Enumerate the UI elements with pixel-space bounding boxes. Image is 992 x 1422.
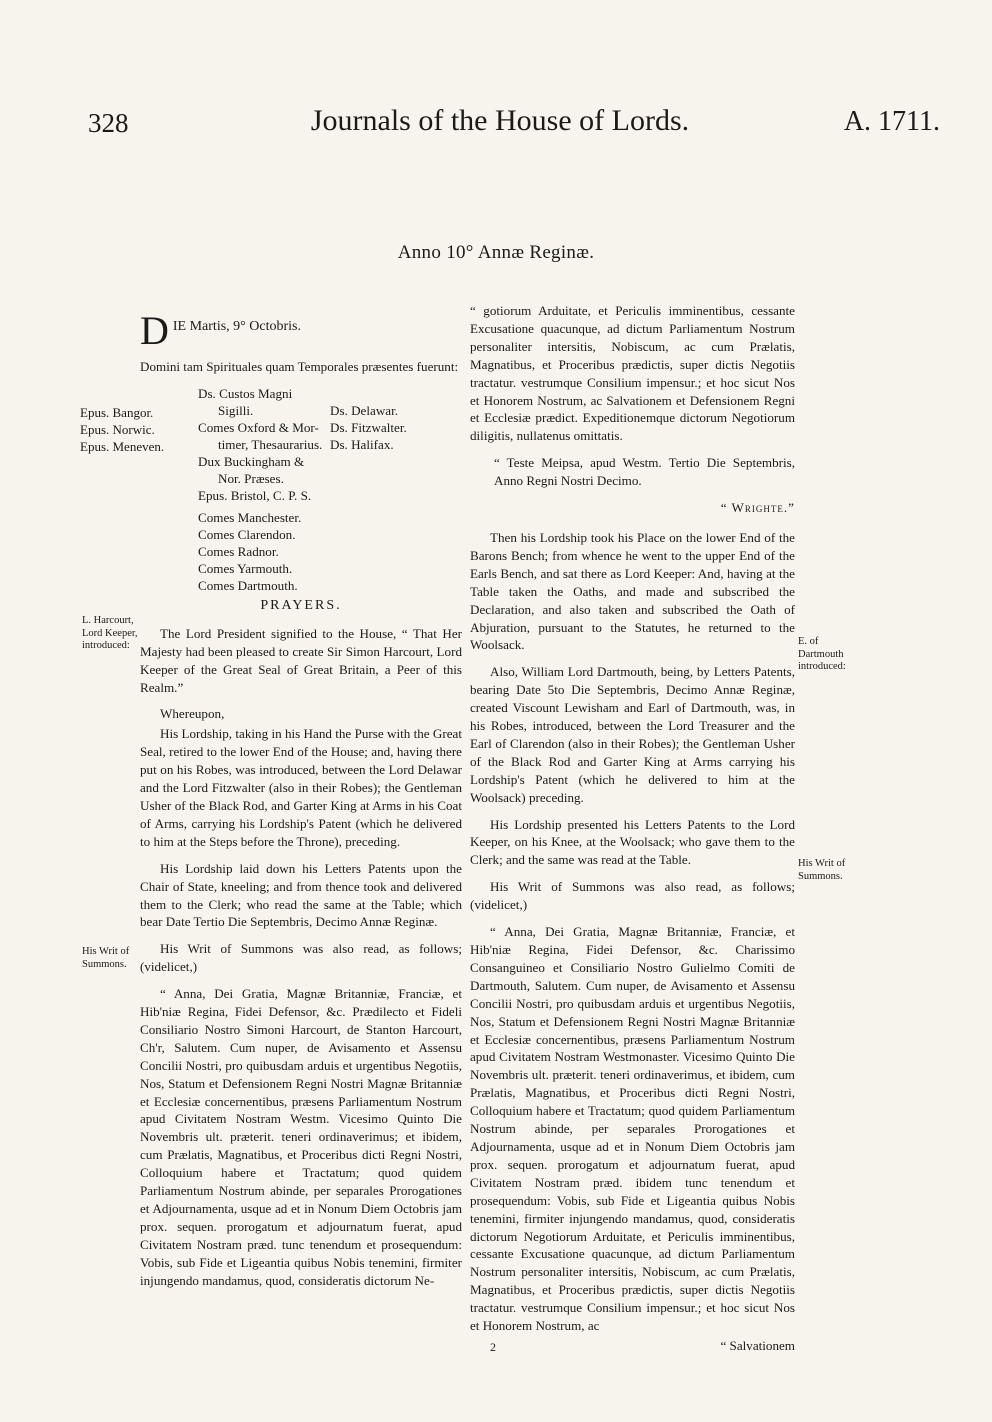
present-entry: Comes Oxford & Mor-	[198, 419, 319, 435]
date-text: IE Martis, 9° Octobris.	[172, 319, 301, 334]
paragraph: His Writ of Summons was also read, as follows; (videlicet,)	[140, 941, 462, 975]
present-entry: Comes Manchester.	[198, 509, 302, 525]
paragraph: Whereupon,	[160, 706, 225, 722]
paragraph: His Writ of Summons was also read, as follows; (videlicet,)	[470, 879, 795, 913]
margin-note: E. of Dartmouth introduced:	[798, 636, 846, 672]
writ-continuation: “ gotiorum Arduitate, et Periculis imminentibus, cessante Excusatione quacunque, ad dictum Parliamentum Nostrum personaliter intersitis, Nobiscum, ac cum Prælatis, Magnatibus, et Proceribus prædictis, super dictis Negotiis tractatur. vestrumque Consilium impensur.; et hoc sicut Nos et Honorem Nostrum, ac Salvationem et Defensionem Regni et Ecclesiæ prædict. Expeditionemque dictorum Negotiorum diligitis, nullatenus omittatis.	[470, 303, 795, 444]
bishop-entry: Epus. Norwic.	[80, 422, 155, 437]
present-entry: Ds. Custos Magni	[198, 385, 293, 401]
present-entry: Nor. Præses.	[218, 470, 284, 486]
right-column	[470, 302, 795, 1355]
date-line	[140, 308, 462, 353]
paragraph: His Lordship laid down his Letters Patents upon the Chair of State, kneeling; and from thence took and delivered them to the Clerk; who read the same at the Table; which bear Date Tertio Die Septembris, Decimo Annæ Reginæ.	[140, 860, 462, 930]
present-entry: Comes Yarmouth.	[198, 560, 293, 576]
bishop-entry: Epus. Bangor.	[80, 405, 154, 420]
running-title: Journals of the House of Lords.	[310, 104, 690, 137]
left-column	[140, 308, 462, 1299]
margin-note: His Writ of Summons.	[798, 858, 846, 882]
margin-note: His Writ of Summons.	[82, 946, 130, 970]
drop-cap: D	[140, 308, 169, 353]
present-entry: Ds. Delawar.	[330, 402, 398, 418]
present-entry: Dux Buckingham &	[198, 453, 305, 469]
bishop-entry: Epus. Meneven.	[80, 439, 165, 454]
margin-note: L. Harcourt, Lord Keeper, introduced:	[82, 615, 138, 651]
signature-wrighte: “ Wrighte.”	[720, 500, 795, 516]
writ-text: “ Anna, Dei Gratia, Magnæ Britanniæ, Franciæ, et Hib'niæ Regina, Fidei Defensor, &c. Prædilecto et Fideli Consiliario Nostro Simoni Harcourt, de Stanton Harcourt, Ch'r, Salutem. Cum nuper, de Avisamento et Assensu Concilii Nostri, pro quibusdam arduis et urgentibus Negotiis, Nos, Statum et Defensionem Regni Nostri Magnæ Britanniæ et Ecclesiæ concernentibus, præsens Parliamentum Nostrum apud Civitatem Nostram Westm. Vicesimo Quinto Die Novembris ult. præterit. teneri ordinaverimus; et ibidem, cum Prælatis, Magnatibus, et Proceribus dicti Regni Nostri, Colloquium habere et Tractatum; quod quidem Parliamentum Nostrum abinde, per separales Prorogationes et Adjournamenta, usque ad et in Nonum Diem Octobris jam prox. sequen. prorogatum et adjournatum fuerat, apud Civitatem Nostram præd. tunc tenendum et prosequendum: Vobis, sub Fide et Ligeantia quibus Nobis tenemini, firmiter injungendo mandamus, quod, consideratis dictorum Ne-	[140, 986, 462, 1288]
paragraph: Then his Lordship took his Place on the lower End of the Barons Bench; from whence he went to the upper End of the Earls Bench, and sat there as Lord Keeper: And, having at the Table taken the Oaths, and made and subscribed the Declaration, and also taken and subscribed the Oath of Abjuration, pursuant to the Statutes, he returned to the Woolsack.	[470, 529, 795, 653]
present-entry: Sigilli.	[218, 402, 254, 418]
paragraph: His Lordship presented his Letters Patents to the Lord Keeper, on his Knee, at the Woolsack; who gave them to the Clerk; and the same was read at the Table.	[470, 816, 795, 868]
present-entry: Comes Radnor.	[198, 543, 279, 559]
attendance-list	[140, 385, 462, 593]
prayers-heading: PRAYERS.	[260, 597, 342, 613]
present-entry: Epus. Bristol, C. P. S.	[198, 487, 312, 503]
paragraph: The Lord President signified to the House, “ That Her Majesty had been pleased to create Sir Simon Harcourt, Lord Keeper of the Great Seal of Great Britain, a Peer of this Realm.”	[140, 625, 462, 695]
domini-line: Domini tam Spirituales quam Temporales præsentes fuerunt:	[140, 359, 459, 374]
present-entry: Ds. Fitzwalter.	[330, 419, 407, 435]
signature-mark: 2	[490, 1339, 496, 1354]
page-header	[60, 100, 940, 140]
present-entry: Comes Dartmouth.	[198, 577, 298, 593]
paragraph: Also, William Lord Dartmouth, being, by Letters Patents, bearing Date 5to Die Septembris, Decimo Annæ Reginæ, created Viscount Lewisham and Earl of Dartmouth, was, in his Robes, introduced, between the Lord Treasurer and the Earl of Clarendon (also in their Robes); the Gentleman Usher of the Black Rod and Garter King at Arms carrying his Lordship's Patent (which he delivered to him at the Woolsack) preceding.	[470, 664, 795, 805]
present-entry: Comes Clarendon.	[198, 526, 296, 542]
running-year: A. 1711.	[843, 106, 940, 137]
paragraph: His Lordship, taking in his Hand the Purse with the Great Seal, retired to the lower End of the House; and, having there put on his Robes, was introduced, between the Lord Delawar and the Lord Fitzwalter (also in their Robes); the Gentleman Usher of the Black Rod, and Garter King at Arms in his Coat of Arms, carrying his Lordship's Patent (which he delivered to him at the Steps before the Throne), preceding.	[140, 726, 462, 849]
catchword: “ Salvationem	[720, 1337, 795, 1353]
page-number: 328	[88, 108, 129, 138]
present-entry: timer, Thesaurarius.	[218, 436, 323, 452]
present-entry: Ds. Halifax.	[330, 436, 394, 452]
teste-line: “ Teste Meipsa, apud Westm. Tertio Die Septembris, Anno Regni Nostri Decimo.	[494, 455, 795, 489]
writ-text: “ Anna, Dei Gratia, Magnæ Britanniæ, Franciæ, et Hib'niæ Regina, Fidei Defensor, &c. Charissimo Consanguineo et Consiliario Nostro Gulielmo Comiti de Dartmouth, Salutem. Cum nuper, de Avisamento et Assensu Concilii Nostri, pro quibusdam arduis et urgentibus Negotiis, Nos, Statum et Defensionem Regni Nostri Magnæ Britanniæ et Ecclesiæ concernentibus, præsens Parliamentum Nostrum apud Civitatem Nostram Westmonaster. Vicesimo Quinto Die Novembris ult. præterit. teneri ordinaverimus, et ibidem, cum Prælatis, Magnatibus, et Proceribus dicti Regni Nostri, Colloquium habere et Tractatum; quod quidem Parliamentum Nostrum abinde, per separales Prorogationes et Adjournamenta, usque ad et in Nonum Diem Octobris jam prox. sequen. prorogatum et adjournatum fuerat, apud Civitatem Nostram præd. ibidem tunc tenendum et prosequendum: Vobis, sub Fide et Ligeantia quibus Nobis tenemini, firmiter injungendo mandamus, quod, consideratis dictorum Negotiorum Arduitate, et Periculis imminentibus, cessante Excusatione quacunque, ad dictum Parliamentum Nostrum personaliter intersitis, Nobiscum, ac cum Prælatis, Magnatibus, et Proceribus prædictis, super dictis Negotiis tractatur. vestrumque Consilium impensur.; et hoc sicut Nos et Honorem Nostrum, ac	[470, 924, 795, 1334]
session-heading: Anno 10° Annæ Reginæ.	[397, 242, 595, 263]
